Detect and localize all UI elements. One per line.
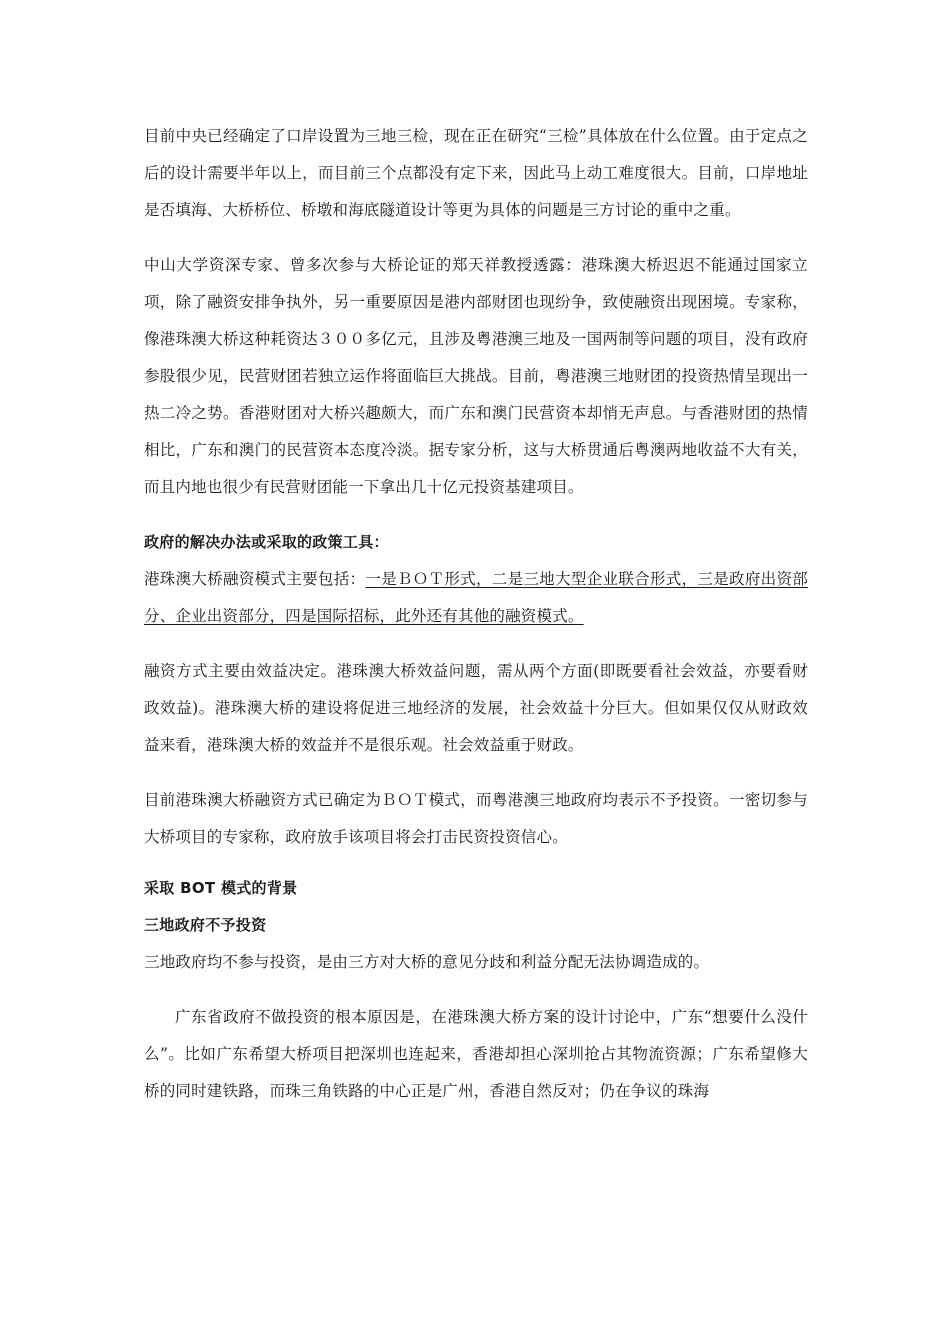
heading-government-solutions: 政府的解决办法或采取的政策工具： (144, 533, 389, 551)
paragraph-guangdong-reason: 广东省政府不做投资的根本原因是，在港珠澳大桥方案的设计讨论中，广东“想要什么没什么”。比如广东希望大桥项目把深圳也连起来，香港却担心深圳抢占其物流资源；广东希望修大桥的同时建铁路，而珠三角铁路的中心正是广州，香港自然反对；仍在争议的珠海 (144, 1008, 808, 1100)
financing-models-lead: 港珠澳大桥融资模式主要包括： (144, 570, 366, 588)
document-page (144, 118, 808, 1110)
heading-bot-background: 采取 BOT 模式的背景 (144, 879, 298, 897)
paragraph-financing-models (144, 561, 808, 635)
paragraph-port-setup: 目前中央已经确定了口岸设置为三地三检，现在正在研究“三检”具体放在什么位置。由于定点之后的设计需要半年以上，而目前三个点都没有定下来，因此马上动工难度很大。目前，口岸地址是否填海、大桥桥位、桥墩和海底隧道设计等更为具体的问题是三方讨论的重中之重。 (144, 127, 808, 219)
paragraph-bot-decision: 目前港珠澳大桥融资方式已确定为ＢＯＴ模式，而粤港澳三地政府均表示不予投资。一密切参与大桥项目的专家称，政府放手该项目将会打击民资投资信心。 (144, 791, 808, 846)
financing-models-list: 一是ＢＯＴ形式，二是三地大型企业联合形式，三是政府出资部分、企业出资部分，四是国际招标，此外还有其他的融资模式。 (144, 570, 808, 625)
paragraph-no-investment-reason: 三地政府均不参与投资，是由三方对大桥的意见分歧和利益分配无法协调造成的。 (144, 953, 710, 971)
paragraph-expert-analysis: 中山大学资深专家、曾多次参与大桥论证的郑天祥教授透露：港珠澳大桥迟迟不能通过国家立项，除了融资安排争执外，另一重要原因是港内部财团也现纷争，致使融资出现困境。专家称，像港珠澳大桥这种耗资达３００多亿元，且涉及粤港澳三地及一国两制等问题的项目，没有政府参股很少见，民营财团若独立运作将面临巨大挑战。目前，粤港澳三地财团的投资热情呈现出一热二冷之势。香港财团对大桥兴趣颇大，而广东和澳门民营资本却悄无声息。与香港财团的热情相比，广东和澳门的民营资本态度冷淡。据专家分析，这与大桥贯通后粤澳两地收益不大有关，而且内地也很少有民营财团能一下拿出几十亿元投资基建项目。 (144, 256, 808, 496)
paragraph-benefit-analysis: 融资方式主要由效益决定。港珠澳大桥效益问题，需从两个方面(即既要看社会效益，亦要看财政效益)。港珠澳大桥的建设将促进三地经济的发展，社会效益十分巨大。但如果仅仅从财政效益来看，港珠澳大桥的效益并不是很乐观。社会效益重于财政。 (144, 662, 808, 754)
heading-no-government-investment: 三地政府不予投资 (144, 916, 267, 934)
